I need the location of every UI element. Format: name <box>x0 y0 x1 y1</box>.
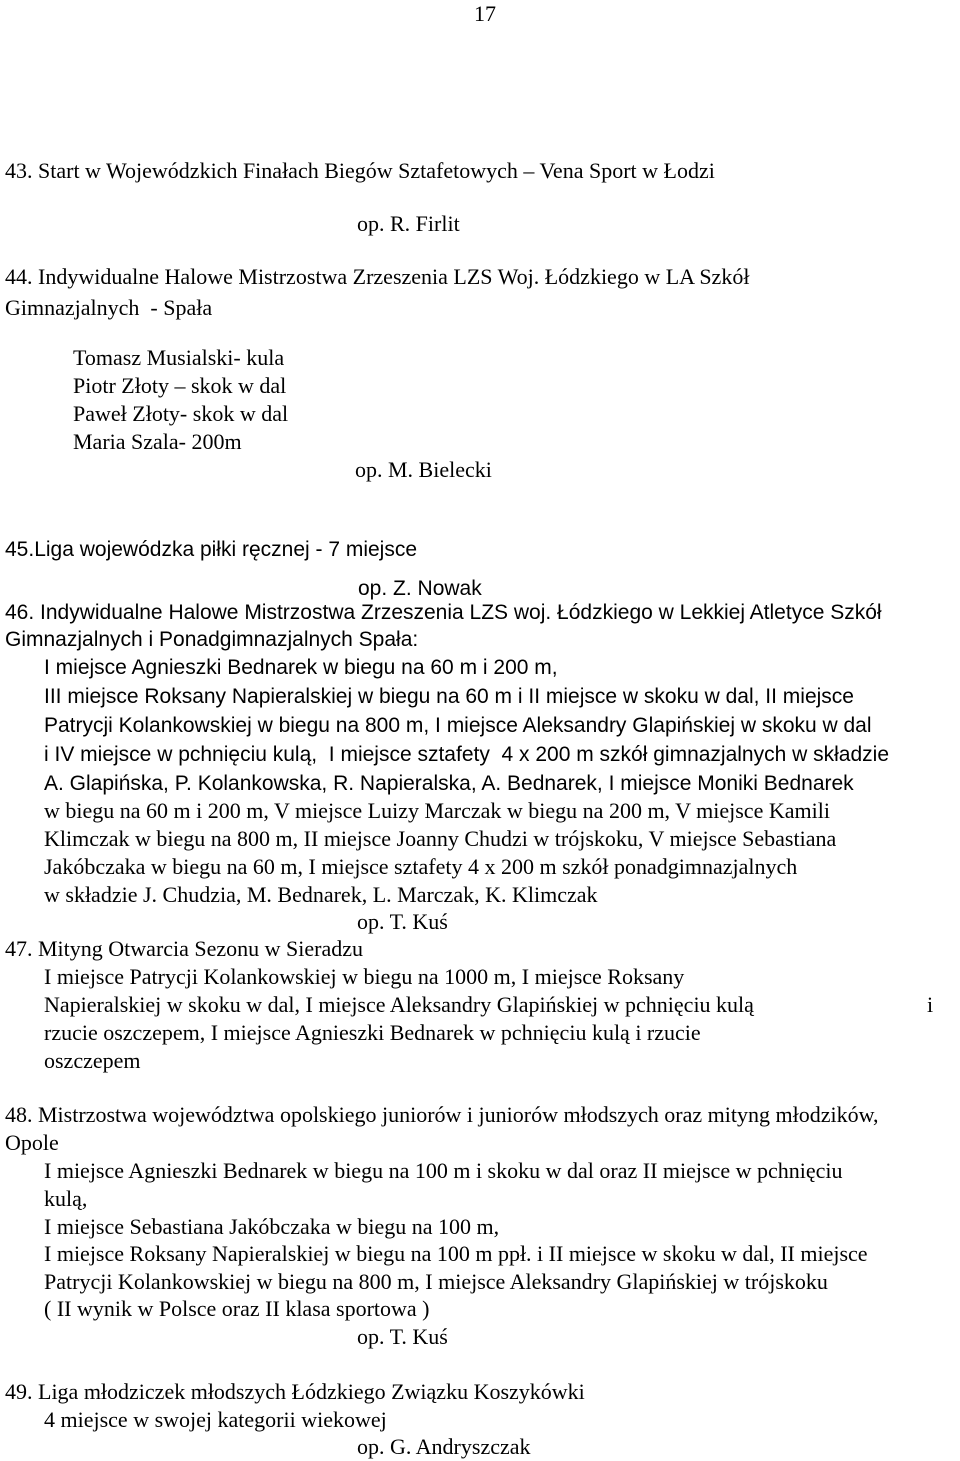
item-44-result: Maria Szala- 200m <box>73 429 242 454</box>
item-48-author: op. T. Kuś <box>357 1324 448 1349</box>
item-46-title-line2: Gimnazjalnych i Ponadgimnazjalnych Spała: <box>5 628 419 651</box>
item-47-body-line: Napieralskiej w skoku w dal, I miejsce Aleksandry Glapińskiej w pchnięciu kulą <box>44 992 754 1017</box>
item-48-title-line1: 48. Mistrzostwa województwa opolskiego juniorów i juniorów młodszych oraz mityng młodzików, <box>5 1102 879 1127</box>
item-49-title: 49. Liga młodziczek młodszych Łódzkiego Związku Koszykówki <box>5 1379 585 1404</box>
item-44-result: Piotr Złoty – skok w dal <box>73 373 287 398</box>
item-48-title-line2: Opole <box>5 1130 59 1155</box>
item-46-body-line: w składzie J. Chudzia, M. Bednarek, L. Marczak, K. Klimczak <box>44 882 598 907</box>
item-46-author: op. T. Kuś <box>357 909 448 934</box>
item-44-title-line2: Gimnazjalnych - Spała <box>5 295 213 320</box>
item-46-body-line: w biegu na 60 m i 200 m, V miejsce Luizy Marczak w biegu na 200 m, V miejsce Kamili <box>44 798 830 823</box>
item-43-title: 43. Start w Wojewódzkich Finałach Biegów Sztafetowych – Vena Sport w Łodzi <box>5 158 715 183</box>
item-46-body-line: Patrycji Kolankowskiej w biegu na 800 m, I miejsce Aleksandry Glapińskiej w skoku w dal <box>44 714 872 737</box>
item-48-body-line: Patrycji Kolankowskiej w biegu na 800 m, I miejsce Aleksandry Glapińskiej w trójskoku <box>44 1269 828 1294</box>
item-49-body-line: 4 miejsce w swojej kategorii wiekowej <box>44 1407 387 1432</box>
item-45-title: 45.Liga wojewódzka piłki ręcznej - 7 miejsce <box>5 538 418 561</box>
item-44-result: Paweł Złoty- skok w dal <box>73 401 289 426</box>
item-47-body-line: rzucie oszczepem, I miejsce Agnieszki Bednarek w pchnięciu kulą i rzucie <box>44 1020 701 1045</box>
item-46-body-line: Jakóbczaka w biegu na 60 m, I miejsce sztafety 4 x 200 m szkół ponadgimnazjalnych <box>44 854 798 879</box>
item-46-title-line1: 46. Indywidualne Halowe Mistrzostwa Zrzeszenia LZS woj. Łódzkiego w Lekkiej Atletyce Szkół <box>5 601 882 624</box>
item-44-author: op. M. Bielecki <box>355 457 492 482</box>
item-46-body-line: I miejsce Agnieszki Bednarek w biegu na 60 m i 200 m, <box>44 656 558 679</box>
item-46-body-line: i IV miejsce w pchnięciu kulą, I miejsce sztafety 4 x 200 m szkół gimnazjalnych w składzie <box>44 743 889 766</box>
item-48-body-line: I miejsce Agnieszki Bednarek w biegu na 100 m i skoku w dal oraz II miejsce w pchnięciu <box>44 1158 843 1183</box>
item-48-body-line: kulą, <box>44 1186 88 1211</box>
page-number: 17 <box>474 1 496 26</box>
item-49-author: op. G. Andryszczak <box>357 1434 531 1459</box>
item-48-body-line: ( II wynik w Polsce oraz II klasa sportowa ) <box>44 1296 430 1321</box>
item-45-author: op. Z. Nowak <box>358 577 482 600</box>
item-47-body-line: I miejsce Patrycji Kolankowskiej w biegu na 1000 m, I miejsce Roksany <box>44 964 685 989</box>
item-46-body-line: A. Glapińska, P. Kolankowska, R. Napieralska, A. Bednarek, I miejsce Moniki Bednarek <box>44 772 854 795</box>
item-47-body-line-tail: i <box>927 992 934 1017</box>
item-47-title: 47. Mityng Otwarcia Sezonu w Sieradzu <box>5 936 364 961</box>
item-44-result: Tomasz Musialski- kula <box>73 345 285 370</box>
item-46-body-line: III miejsce Roksany Napieralskiej w biegu na 60 m i II miejsce w skoku w dal, II miejsce <box>44 685 854 708</box>
item-46-body-line: Klimczak w biegu na 800 m, II miejsce Joanny Chudzi w trójskoku, V miejsce Sebastiana <box>44 826 837 851</box>
item-48-body-line: I miejsce Sebastiana Jakóbczaka w biegu na 100 m, <box>44 1214 500 1239</box>
item-48-body-line: I miejsce Roksany Napieralskiej w biegu na 100 m ppł. i II miejsce w skoku w dal, II miejsce <box>44 1241 868 1266</box>
item-44-title-line1: 44. Indywidualne Halowe Mistrzostwa Zrzeszenia LZS Woj. Łódzkiego w LA Szkół <box>5 264 750 289</box>
item-43-author: op. R. Firlit <box>357 211 460 236</box>
item-47-body-line: oszczepem <box>44 1048 141 1073</box>
